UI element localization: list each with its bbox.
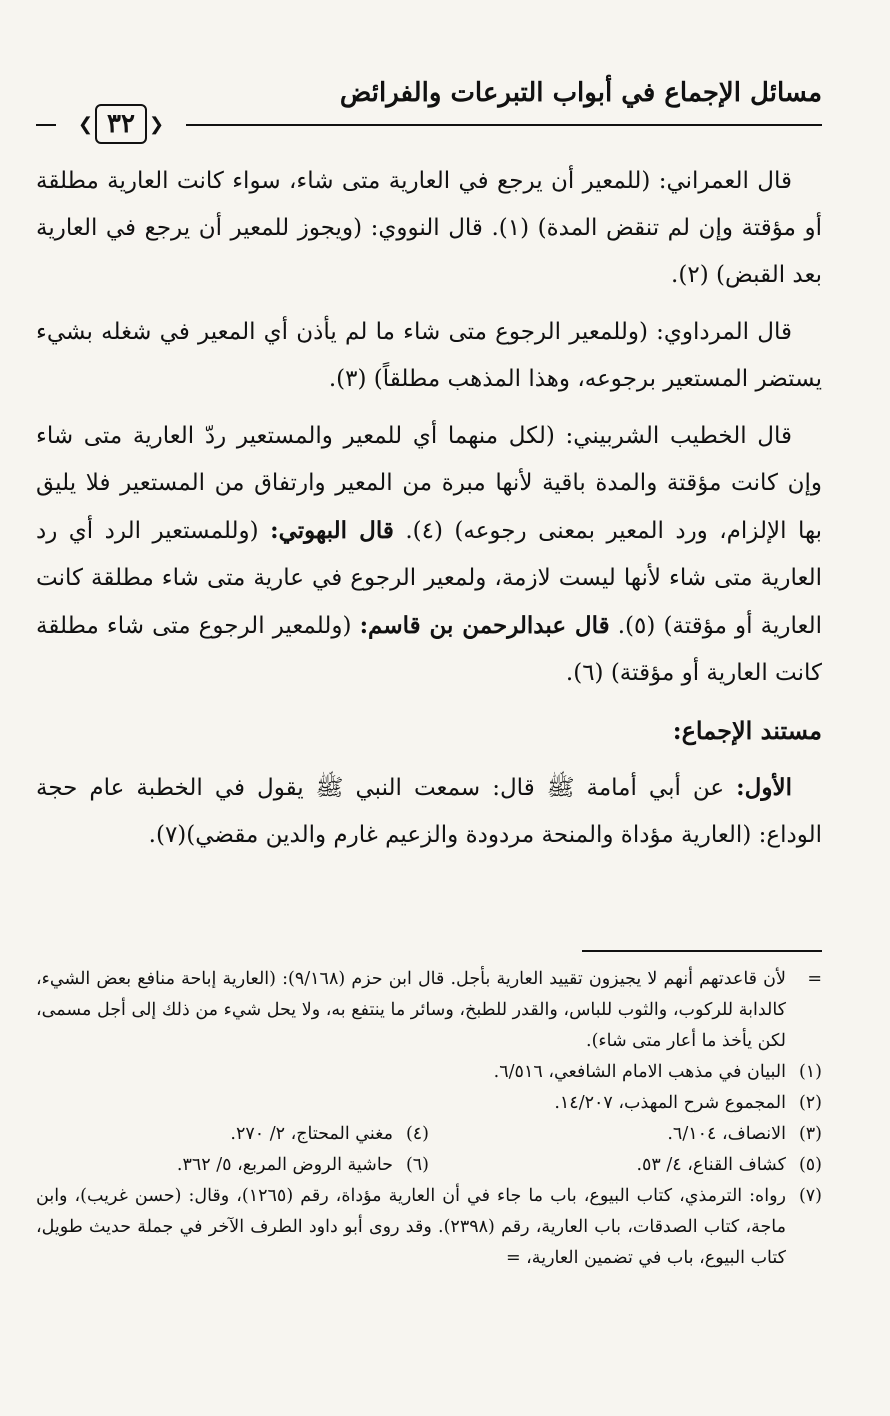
main-text <box>36 158 822 869</box>
footnote-text: لأن قاعدتهم أنهم لا يجيزون تقييد العارية بأجل. قال ابن حزم (٩/١٦٨): (العارية إباحة منافع بعض الشيء، كالدابة للركوب، والثوب للباس، والقدر للطبخ، وسائر ما ينتفع به، ولا يحل شيء من ذلك إلى أجل مسمى، لكن يأخذ ما أعار متى شاء). <box>36 969 786 1051</box>
page-number: ٣٢ <box>95 104 147 144</box>
footnote-mark: (٣) <box>798 1124 822 1144</box>
footnote-mark: (٥) <box>798 1155 822 1175</box>
footnote-text: الانصاف، ٦/١٠٤. <box>667 1124 786 1144</box>
sharbini-quote: قال الخطيب الشربيني: (لكل منهما أي للمعير والمستعير ردّ العارية متى شاء وإن كانت مؤقتة والمدة باقية لأنها مبرة من المعير وارتفاق من المستعير فلا يليق بها الإلزام، ورد المعير بمعنى رجوعه) (٤). <box>36 423 822 544</box>
book-page <box>36 0 822 1416</box>
footnotes <box>36 964 822 1274</box>
paragraph-sharbini-bahuti-qasim <box>36 413 822 697</box>
footnote-text: المجموع شرح المهذب، ١٤/٢٠٧. <box>554 1093 786 1113</box>
first-evidence-label: الأول: <box>736 774 792 801</box>
footnote-mark: = <box>807 969 822 989</box>
footnote-7 <box>36 1181 822 1274</box>
ornament-right-icon: ❯ <box>77 113 94 135</box>
footnote-text: مغني المحتاج، ٢/ ٢٧٠. <box>230 1124 393 1144</box>
paragraph-mardawi: قال المرداوي: (وللمعير الرجوع متى شاء ما لم يأذن أي المعير في شغله بشيء يستضر المستعير برجوعه، وهذا المذهب مطلقاً) (٣). <box>36 319 822 392</box>
qasim-quote: (وللمعير الرجوع متى شاء مطلقة كانت العارية أو مؤقتة) (٦). <box>36 613 822 686</box>
qasim-label: قال عبدالرحمن بن قاسم: <box>359 612 610 639</box>
footnote-mark: (٤) <box>405 1124 429 1144</box>
paragraph-imrani-nawawi: قال العمراني: (للمعير أن يرجع في العارية متى شاء، سواء كانت العارية مطلقة أو مؤقتة وإن لم تنقض المدة) (١). قال النووي: (ويجوز للمعير أن يرجع في العارية بعد القبض) (٢). <box>36 168 822 288</box>
footnote-text: كشاف القناع، ٤/ ٥٣. <box>636 1155 786 1175</box>
footnote-pair-3-4 <box>36 1119 822 1150</box>
footnote-2 <box>36 1088 822 1119</box>
first-evidence-text: عن أبي أمامة ﷺ قال: سمعت النبي ﷺ يقول في الخطبة عام حجة الوداع: (العارية مؤداة والمنحة مردودة والزعيم غارم والدين مقضي)(٧). <box>36 775 822 848</box>
footnote-6 <box>36 1150 429 1181</box>
footnote-text: حاشية الروض المربع، ٥/ ٣٦٢. <box>176 1155 393 1175</box>
footnote-5 <box>429 1150 822 1181</box>
running-header-title: مسائل الإجماع في أبواب التبرعات والفرائض <box>339 78 822 108</box>
footnote-mark: (٧) <box>798 1186 822 1206</box>
ornament-left-icon: ❮ <box>148 113 165 135</box>
footnote-1 <box>36 1057 822 1088</box>
footnote-continuation <box>36 964 822 1057</box>
footnote-text: البيان في مذهب الامام الشافعي، ٦/٥١٦. <box>493 1062 786 1082</box>
page-number-ornament <box>56 102 186 146</box>
footnote-pair-5-6 <box>36 1150 822 1181</box>
footnote-3 <box>429 1119 822 1150</box>
section-subheading: مستند الإجماع: <box>672 716 822 745</box>
footnote-mark: (١) <box>798 1062 822 1082</box>
footnote-rule <box>582 950 822 952</box>
bahuti-quote: (وللمستعير الرد أي رد العارية متى شاء لأنها ليست لازمة، ولمعير الرجوع في عارية متى شاء مطلقة كانت العارية أو مؤقتة) (٥). <box>36 518 822 639</box>
footnote-4 <box>36 1119 429 1150</box>
footnote-mark: (٦) <box>405 1155 429 1175</box>
paragraph-first-evidence <box>36 764 822 859</box>
footnote-mark: (٢) <box>798 1093 822 1113</box>
footnote-text: رواه: الترمذي، كتاب البيوع، باب ما جاء في أن العارية مؤداة، رقم (١٢٦٥)، وقال: (حسن غريب)، وابن ماجة، كتاب الصدقات، باب العارية، رقم (٢٣٩٨). وقد روى أبو داود الطرف الآخر في جملة حديث طويل، كتاب البيوع، باب في تضمين العارية، = <box>36 1186 786 1268</box>
bahuti-label: قال البهوتي: <box>270 517 394 544</box>
